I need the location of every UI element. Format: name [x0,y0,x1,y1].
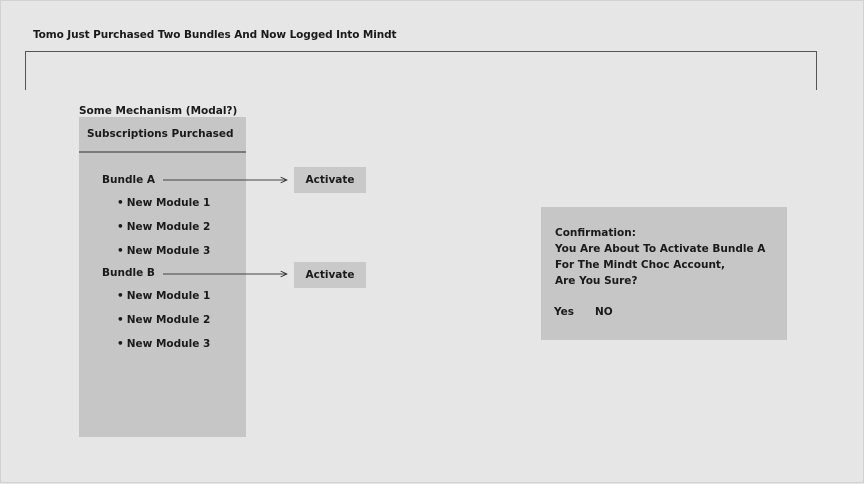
modal-header-title: Subscriptions Purchased [87,128,234,140]
activate-bundle-b-button[interactable]: Activate [294,262,366,288]
no-button[interactable]: NO [595,306,613,318]
confirmation-message-line: Are You Sure? [555,275,638,287]
bundle-b-label: Bundle B [102,267,155,279]
bullet-icon: • [117,314,124,326]
bundle-a-label: Bundle A [102,174,155,186]
confirmation-message-line: You Are About To Activate Bundle A [555,243,766,255]
modal-caption: Some Mechanism (Modal?) [79,105,238,117]
bullet-icon: • [117,197,124,209]
module-label: New Module 3 [126,245,211,257]
bullet-icon: • [117,290,124,302]
confirmation-message-line: For The Mindt Choc Account, [555,259,725,271]
bullet-icon: • [117,221,124,233]
module-label: New Module 1 [126,197,211,209]
bullet-icon: • [117,338,124,350]
module-label: New Module 1 [126,290,211,302]
module-label: New Module 2 [126,221,211,233]
page-title: Tomo Just Purchased Two Bundles And Now Logged Into Mindt [33,29,397,41]
module-label: New Module 3 [126,338,211,350]
activate-bundle-a-button[interactable]: Activate [294,167,366,193]
confirmation-dialog [541,207,787,340]
module-label: New Module 2 [126,314,211,326]
confirmation-heading: Confirmation: [555,227,636,239]
yes-button[interactable]: Yes [554,306,575,318]
bullet-icon: • [117,245,124,257]
